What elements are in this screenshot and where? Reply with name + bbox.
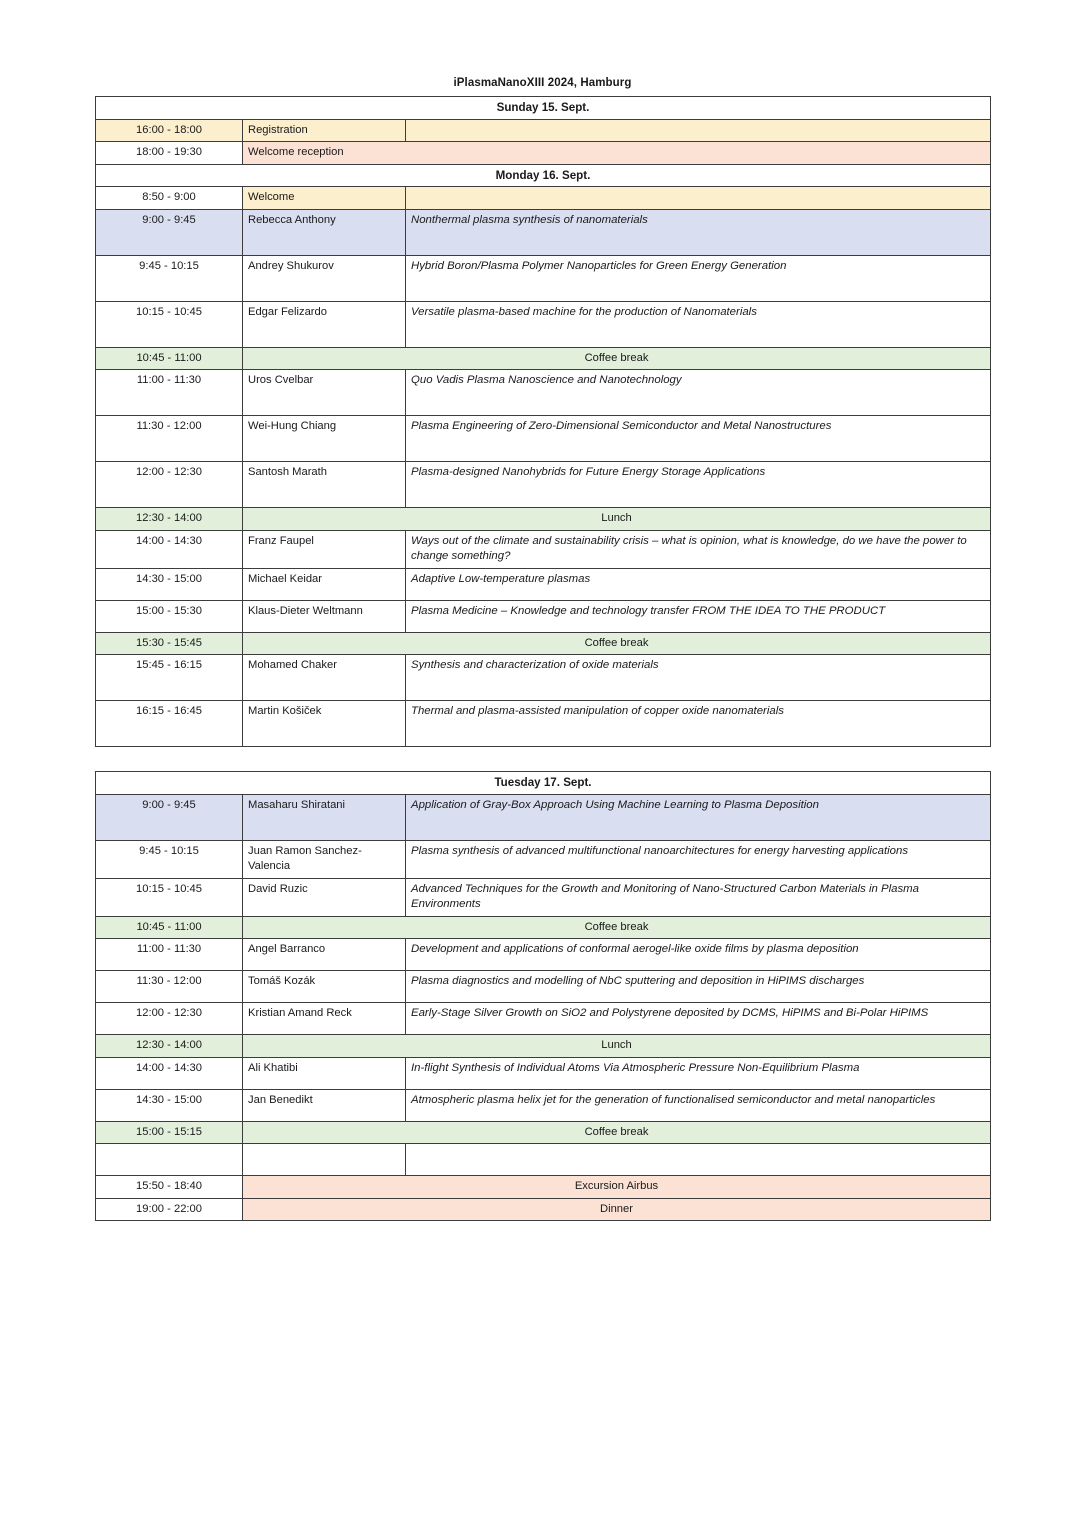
session-time: 11:00 - 11:30 (96, 939, 243, 971)
schedule-row (96, 1057, 991, 1089)
session-talk-title: Adaptive Low-temperature plasmas (406, 568, 991, 600)
session-time (96, 1144, 243, 1176)
day-heading-row (96, 97, 991, 120)
session-time: 14:00 - 14:30 (96, 1057, 243, 1089)
session-time: 12:00 - 12:30 (96, 1003, 243, 1035)
schedule-row (96, 462, 991, 508)
session-speaker: Mohamed Chaker (243, 655, 406, 701)
schedule-row (96, 530, 991, 568)
session-time: 12:30 - 14:00 (96, 1035, 243, 1058)
session-talk-title: Plasma diagnostics and modelling of NbC sputtering and deposition in HiPIMS discharges (406, 971, 991, 1003)
session-time: 14:30 - 15:00 (96, 568, 243, 600)
schedule-row (96, 939, 991, 971)
session-speaker: Kristian Amand Reck (243, 1003, 406, 1035)
schedule-row (96, 347, 991, 370)
schedule-table (95, 96, 991, 747)
session-speaker: David Ruzic (243, 878, 406, 916)
session-time: 12:00 - 12:30 (96, 462, 243, 508)
session-talk-title: In-flight Synthesis of Individual Atoms Via Atmospheric Pressure Non-Equilibrium Plasma (406, 1057, 991, 1089)
session-speaker: Ali Khatibi (243, 1057, 406, 1089)
session-event-label: Coffee break (243, 916, 991, 939)
session-time: 12:30 - 14:00 (96, 508, 243, 531)
session-time: 10:45 - 11:00 (96, 347, 243, 370)
session-time: 11:30 - 12:00 (96, 971, 243, 1003)
session-time: 16:15 - 16:45 (96, 701, 243, 747)
session-speaker: Michael Keidar (243, 568, 406, 600)
session-time: 9:45 - 10:15 (96, 255, 243, 301)
session-event-label: Dinner (243, 1198, 991, 1221)
session-time: 10:15 - 10:45 (96, 301, 243, 347)
schedule-row (96, 1176, 991, 1199)
day-heading: Sunday 15. Sept. (96, 97, 991, 120)
session-talk-title (406, 1144, 991, 1176)
session-time: 11:30 - 12:00 (96, 416, 243, 462)
session-talk-title: Versatile plasma-based machine for the production of Nanomaterials (406, 301, 991, 347)
session-speaker: Andrey Shukurov (243, 255, 406, 301)
session-talk-title: Ways out of the climate and sustainability crisis – what is opinion, what is knowledge, do we have the power to change something? (406, 530, 991, 568)
session-event-label: Excursion Airbus (243, 1176, 991, 1199)
schedule-row (96, 142, 991, 165)
schedule-row (96, 370, 991, 416)
session-talk-title: Plasma synthesis of advanced multifunctional nanoarchitectures for energy harvesting applications (406, 840, 991, 878)
session-talk-title: Thermal and plasma-assisted manipulation of copper oxide nanomaterials (406, 701, 991, 747)
session-time: 18:00 - 19:30 (96, 142, 243, 165)
session-event-label: Welcome reception (243, 142, 991, 165)
session-time: 10:15 - 10:45 (96, 878, 243, 916)
schedule-row (96, 1003, 991, 1035)
schedule-row (96, 600, 991, 632)
session-speaker: Tomáš Kozák (243, 971, 406, 1003)
session-speaker: Rebecca Anthony (243, 209, 406, 255)
schedule-row (96, 119, 991, 142)
session-time: 15:50 - 18:40 (96, 1176, 243, 1199)
session-speaker: Masaharu Shiratani (243, 794, 406, 840)
session-time: 19:00 - 22:00 (96, 1198, 243, 1221)
schedule-row (96, 508, 991, 531)
schedule-row (96, 655, 991, 701)
session-talk-title: Application of Gray-Box Approach Using Machine Learning to Plasma Deposition (406, 794, 991, 840)
schedule-row (96, 794, 991, 840)
session-time: 11:00 - 11:30 (96, 370, 243, 416)
session-speaker: Uros Cvelbar (243, 370, 406, 416)
session-speaker: Angel Barranco (243, 939, 406, 971)
session-speaker: Martin Košiček (243, 701, 406, 747)
session-event-label: Lunch (243, 508, 991, 531)
session-time: 15:00 - 15:30 (96, 600, 243, 632)
session-talk-title: Early-Stage Silver Growth on SiO2 and Polystyrene deposited by DCMS, HiPIMS and Bi-Polar HiPIMS (406, 1003, 991, 1035)
schedule-row (96, 1089, 991, 1121)
schedule-row (96, 632, 991, 655)
schedule-row (96, 916, 991, 939)
session-time: 15:00 - 15:15 (96, 1121, 243, 1144)
session-talk-title (406, 187, 991, 210)
schedule-row (96, 568, 991, 600)
session-speaker (243, 1144, 406, 1176)
session-time: 15:30 - 15:45 (96, 632, 243, 655)
session-talk-title: Plasma Medicine – Knowledge and technology transfer FROM THE IDEA TO THE PRODUCT (406, 600, 991, 632)
session-time: 9:00 - 9:45 (96, 794, 243, 840)
schedule-row (96, 209, 991, 255)
session-talk-title: Advanced Techniques for the Growth and Monitoring of Nano-Structured Carbon Materials in Plasma Environments (406, 878, 991, 916)
session-talk-title: Plasma-designed Nanohybrids for Future Energy Storage Applications (406, 462, 991, 508)
session-event-label: Coffee break (243, 1121, 991, 1144)
session-speaker: Santosh Marath (243, 462, 406, 508)
session-speaker: Franz Faupel (243, 530, 406, 568)
session-time: 10:45 - 11:00 (96, 916, 243, 939)
schedule-row (96, 840, 991, 878)
session-speaker: Welcome (243, 187, 406, 210)
schedule-table (95, 771, 991, 1221)
schedule-tables (95, 96, 990, 1221)
session-time: 8:50 - 9:00 (96, 187, 243, 210)
session-event-label: Coffee break (243, 347, 991, 370)
session-talk-title: Development and applications of conformal aerogel-like oxide films by plasma deposition (406, 939, 991, 971)
session-talk-title: Plasma Engineering of Zero-Dimensional Semiconductor and Metal Nanostructures (406, 416, 991, 462)
day-heading: Monday 16. Sept. (96, 164, 991, 187)
session-time: 16:00 - 18:00 (96, 119, 243, 142)
schedule-row (96, 1121, 991, 1144)
session-talk-title: Hybrid Boron/Plasma Polymer Nanoparticles for Green Energy Generation (406, 255, 991, 301)
session-time: 9:45 - 10:15 (96, 840, 243, 878)
schedule-row (96, 416, 991, 462)
session-talk-title (406, 119, 991, 142)
session-speaker: Juan Ramon Sanchez-Valencia (243, 840, 406, 878)
session-time: 15:45 - 16:15 (96, 655, 243, 701)
schedule-row (96, 255, 991, 301)
day-heading-row (96, 772, 991, 795)
session-speaker: Klaus-Dieter Weltmann (243, 600, 406, 632)
day-heading-row (96, 164, 991, 187)
schedule-row (96, 1198, 991, 1221)
session-speaker: Wei-Hung Chiang (243, 416, 406, 462)
day-heading: Tuesday 17. Sept. (96, 772, 991, 795)
session-speaker: Registration (243, 119, 406, 142)
schedule-row (96, 971, 991, 1003)
session-talk-title: Nonthermal plasma synthesis of nanomaterials (406, 209, 991, 255)
session-speaker: Jan Benedikt (243, 1089, 406, 1121)
schedule-row (96, 1144, 991, 1176)
session-event-label: Lunch (243, 1035, 991, 1058)
schedule-row (96, 878, 991, 916)
schedule-row (96, 187, 991, 210)
session-talk-title: Atmospheric plasma helix jet for the generation of functionalised semiconductor and metal nanoparticles (406, 1089, 991, 1121)
document-title: iPlasmaNanoXIII 2024, Hamburg (453, 77, 632, 89)
session-speaker: Edgar Felizardo (243, 301, 406, 347)
session-talk-title: Quo Vadis Plasma Nanoscience and Nanotechnology (406, 370, 991, 416)
session-time: 9:00 - 9:45 (96, 209, 243, 255)
schedule-row (96, 1035, 991, 1058)
session-talk-title: Synthesis and characterization of oxide materials (406, 655, 991, 701)
schedule-row (96, 701, 991, 747)
session-time: 14:00 - 14:30 (96, 530, 243, 568)
session-event-label: Coffee break (243, 632, 991, 655)
schedule-row (96, 301, 991, 347)
session-time: 14:30 - 15:00 (96, 1089, 243, 1121)
